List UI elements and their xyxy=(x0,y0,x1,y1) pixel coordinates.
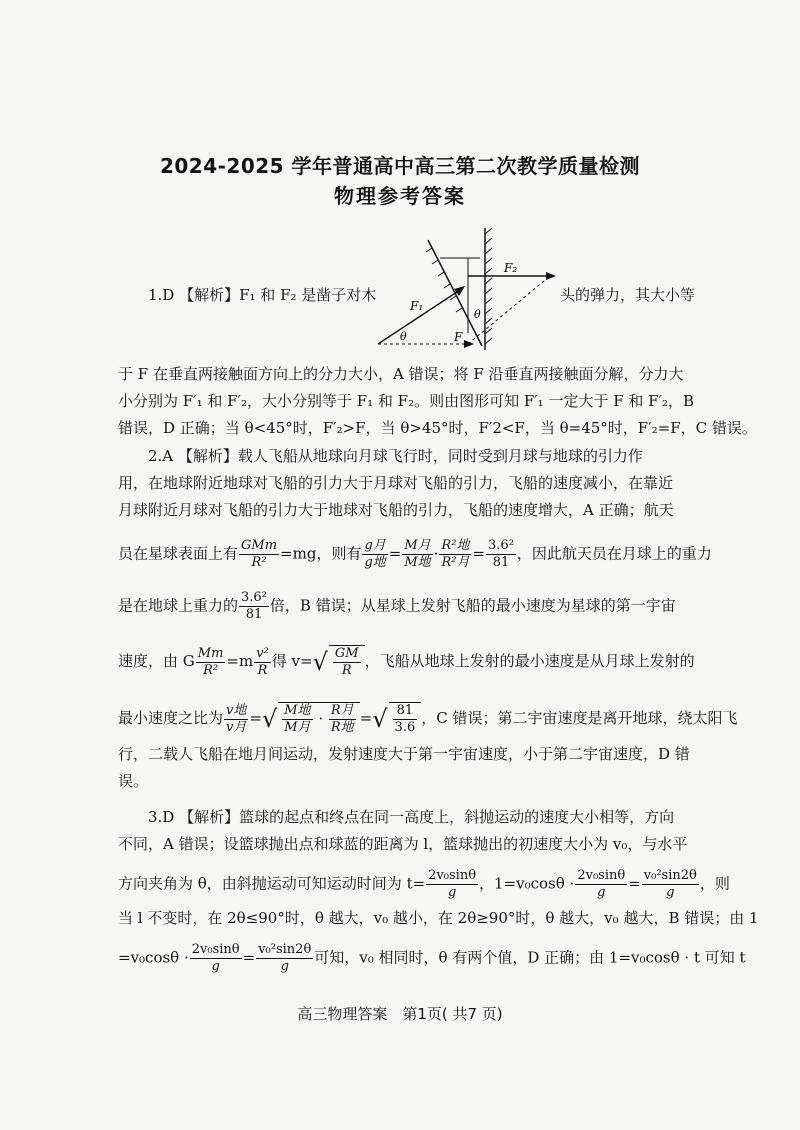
numerator: 3.6² xyxy=(241,590,267,605)
q3-line-1: 3.D 【解析】篮球的起点和终点在同一高度上，斜抛运动的速度大小相等，方向 xyxy=(148,808,675,826)
page-title: 2024-2025 学年普通高中高三第二次教学质量检测 xyxy=(159,154,641,178)
denominator: 81 xyxy=(492,555,510,570)
fraction xyxy=(362,538,387,571)
numerator: 3.6² xyxy=(488,538,514,553)
q1-line-3: 小分别为 F′₁ 和 F′₂，大小分别等于 F₁ 和 F₂。则由图形可知 F′₁ 一定大于 F 和 F′₂，B xyxy=(118,392,695,410)
equals-sign: = xyxy=(472,544,486,563)
f2-arrowhead xyxy=(546,272,556,280)
label-theta-left: θ xyxy=(400,330,407,343)
q2-line-4 xyxy=(118,538,712,571)
fraction xyxy=(402,538,432,571)
denominator: g xyxy=(447,885,457,900)
fraction xyxy=(190,942,242,975)
sqrt-sign: √ xyxy=(261,705,278,733)
numerator: g月 xyxy=(364,538,386,553)
q1-tail: 头的弹力，其大小等 xyxy=(560,286,696,304)
numerator: Mm xyxy=(197,645,224,661)
denominator: R xyxy=(257,662,268,678)
sqrt-body: $\frac{\text{M地}}{\text{M月}}$ · $\frac{\text{R月}}{\text{R地}}$ xyxy=(278,702,359,736)
q2-line-3: 月球附近月球对飞船的引力大于地球对飞船的引力，飞船的速度增大，A 正确；航天 xyxy=(118,501,674,519)
denominator: R xyxy=(341,663,352,678)
denominator: R² xyxy=(203,662,219,678)
q3-l3-text-a: 方向夹角为 θ，由斜抛运动可知运动时间为 t= xyxy=(118,874,426,893)
sqrt-sign: √ xyxy=(312,648,328,676)
q3-line-2: 不同，A 错误；设篮球抛出点和球蓝的距离为 l，篮球抛出的初速度大小为 v₀，与水平 xyxy=(118,835,688,853)
q2-l7-text-b: ，C 错误；第二宇宙速度是离开地球，绕太阳飞 xyxy=(421,709,738,727)
fraction xyxy=(439,538,471,571)
q2-l7-text-a: 最小速度之比为 xyxy=(118,709,224,727)
numerator: GM xyxy=(334,646,359,661)
q2-l6-text-a: 速度，由 G xyxy=(118,652,195,670)
label-f2: F₂ xyxy=(504,261,518,275)
page-subtitle: 物理参考答案 xyxy=(334,184,466,208)
fraction xyxy=(393,703,418,736)
numerator: GMm xyxy=(241,538,278,553)
denominator: g xyxy=(211,959,220,974)
denominator: g地 xyxy=(364,555,386,570)
sqrt-body xyxy=(389,702,422,736)
denominator: 3.6 xyxy=(394,720,416,735)
q2-l6-text-b: =m xyxy=(226,652,254,670)
fraction xyxy=(486,538,516,571)
f-arrowhead xyxy=(464,340,474,348)
q1-line-4: 错误，D 正确；当 θ<45°时，F′₂>F，当 θ>45°时，F′2<F，当 θ=45°时，F′₂=F，C 错误。 xyxy=(118,419,757,437)
denominator: M地 xyxy=(404,555,431,570)
numerator: M地 xyxy=(284,703,311,718)
q3-l5-text-a: =v₀cosθ · xyxy=(118,948,189,967)
q2-l4-text-c: ，因此航天员在月球上的重力 xyxy=(516,544,712,563)
q3-l3-text-b: ，1=v₀cosθ · xyxy=(479,874,575,893)
q3-line-3: 方向夹角为 θ，由斜抛运动可知运动时间为 t= $\frac{\text{2v₀sinθ}}{g}$ ，1=v₀cosθ · $\frac{\text{2v₀sinθ}}{g}$ = $\frac{\text{v₀²sin2θ}}{g}$ ，则 xyxy=(118,868,730,900)
q1-lead: 1.D 【解析】F₁ 和 F₂ 是凿子对木 xyxy=(148,286,377,304)
denominator: R地 xyxy=(330,720,354,735)
denominator: g xyxy=(666,885,675,900)
label-f: F xyxy=(454,330,463,344)
numerator: v地 xyxy=(226,702,247,718)
q2-l6-text-c: 得 v= xyxy=(271,652,313,670)
q3-l3-text-c: ，则 xyxy=(699,874,730,893)
numerator: v₀²sin2θ xyxy=(643,868,697,883)
numerator: M月 xyxy=(404,538,431,553)
q2-line-6 xyxy=(118,645,698,679)
numerator: R月 xyxy=(330,703,354,718)
numerator: v₀²sin2θ xyxy=(258,942,312,957)
wedge-force-diagram xyxy=(370,228,570,353)
fraction xyxy=(329,703,356,736)
fraction xyxy=(239,590,269,623)
q3-line-5: =v₀cosθ · $\frac{\text{2v₀sinθ}}{g}$ = $\frac{\text{v₀²sin2θ}}{g}$ 可知，v₀ 相同时，θ 有两个值，D 正确；由 1=v₀cosθ · t 可知 t xyxy=(118,942,746,974)
fraction xyxy=(333,646,361,679)
q2-l5-text-b: 倍，B 错误；从星球上发射飞船的最小速度为星球的第一宇宙 xyxy=(269,596,676,615)
numerator: 81 xyxy=(393,703,418,720)
denominator: M月 xyxy=(284,720,311,735)
fraction xyxy=(224,703,248,736)
q2-l5-text-a: 是在地球上重力的 xyxy=(118,596,239,615)
q3-line-4: 当 l 不变时，在 2θ≤90°时，θ 越大，v₀ 越小，在 2θ≥90°时，θ 越大，v₀ 越大，B 错误；由 1 xyxy=(118,909,759,927)
denominator: R² xyxy=(251,555,267,570)
q2-line-5 xyxy=(118,590,698,623)
label-f1: F₁ xyxy=(410,299,424,313)
dot-operator: · xyxy=(433,544,439,563)
q2-l4-text-a: 员在星球表面上有 xyxy=(118,544,239,563)
q2-line-9: 误。 xyxy=(118,772,149,790)
fraction xyxy=(254,646,271,679)
page-footer: 高三物理答案 第1页( 共7 页) xyxy=(297,1005,503,1023)
q2-line-8: 行，二载人飞船在地月间运动，发射速度大于第一宇宙速度，小于第二宇宙速度，D 错 xyxy=(118,745,690,763)
q1-line-2: 于 F 在垂直两接触面方向上的分力大小，A 错误；将 F 沿垂直两接触面分解，分力大 xyxy=(118,365,684,383)
fraction xyxy=(575,868,627,901)
numerator: R²地 xyxy=(441,538,470,553)
numerator: v² xyxy=(256,645,269,661)
q2-line-7: 最小速度之比为 $\frac{\text{v地}}{\text{v月}}$ =√ $\frac{\text{M地}}{\text{M月}}$ · $\frac{\text{R月}}{\text{R地}}$ =√ $\frac{81}{3.6}$ ，C 错误；第二宇宙速度是离开地球，绕太阳飞 xyxy=(118,702,738,735)
fraction xyxy=(642,868,699,901)
numerator: 2v₀sinθ xyxy=(428,868,477,883)
numerator: 2v₀sinθ xyxy=(191,942,240,957)
numerator: 2v₀sinθ xyxy=(577,868,626,883)
equals-sign: = xyxy=(388,544,402,563)
q2-l4-text-b: =mg，则有 xyxy=(280,544,362,563)
denominator: g xyxy=(597,885,606,900)
label-theta-right: θ xyxy=(474,308,481,321)
fraction xyxy=(196,646,226,679)
fraction xyxy=(256,942,313,975)
q2-line-1: 2.A 【解析】载人飞船从地球向月球飞行时，同时受到月球与地球的引力作 xyxy=(148,447,643,465)
fraction xyxy=(239,538,279,571)
denominator: 81 xyxy=(245,607,263,622)
denominator: R²月 xyxy=(441,555,470,570)
sqrt-body xyxy=(329,645,365,679)
q2-l6-text-d: ，飞船从地球上发射的最小速度是从月球上发射的 xyxy=(364,652,695,670)
fraction xyxy=(282,703,312,736)
fraction xyxy=(426,868,478,901)
q2-line-2: 用，在地球附近地球对飞船的引力大于月球对飞船的引力，飞船的速度减小，在靠近 xyxy=(118,474,674,492)
denominator: v月 xyxy=(226,719,247,735)
denominator: g xyxy=(280,959,289,974)
sqrt-sign: √ xyxy=(372,705,388,733)
q3-l5-text-b: 可知，v₀ 相同时，θ 有两个值，D 正确；由 1=v₀cosθ · t 可知 t xyxy=(314,948,746,967)
